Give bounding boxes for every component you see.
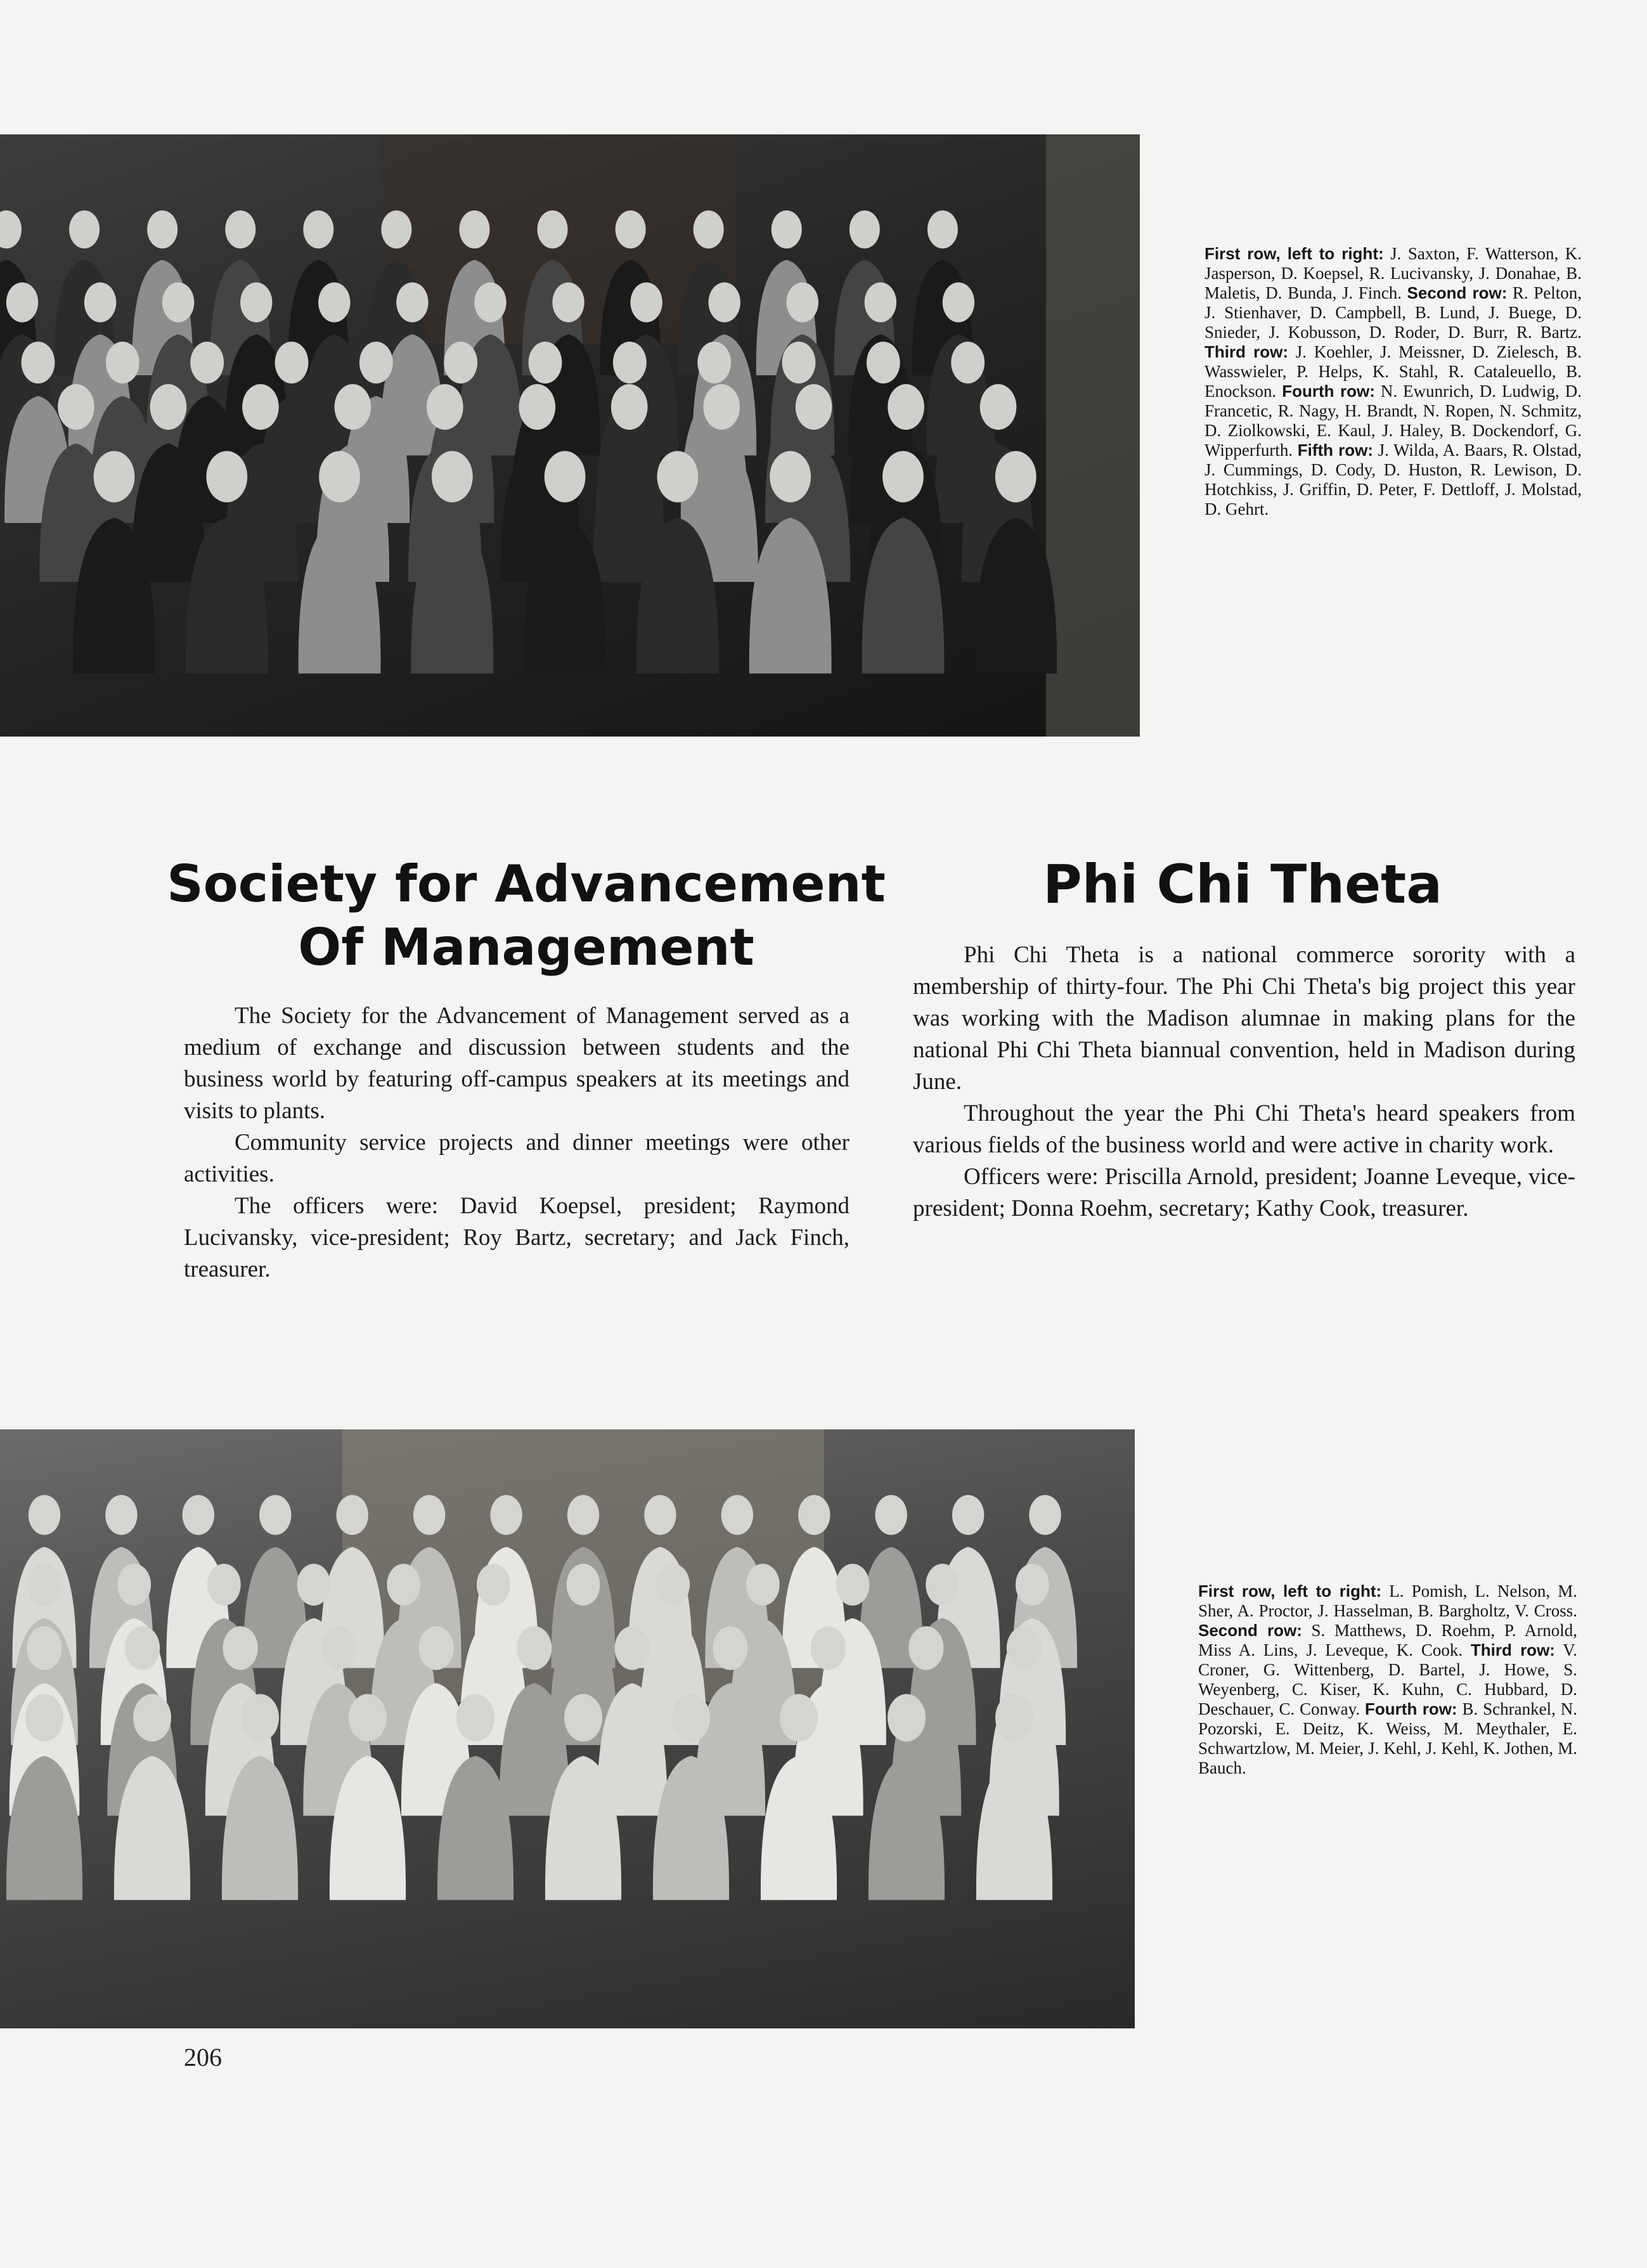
person-face [980,384,1017,430]
person-face [1029,1495,1061,1535]
person-face [713,1627,747,1670]
person-face [943,283,974,323]
person-face [613,342,647,383]
society-title-line1: Society for Advancement [167,854,886,913]
person-face [746,1564,780,1606]
phi-chi-theta-photo-figures [0,1429,1135,2028]
person-face [297,1564,331,1606]
phi-chi-theta-photo-caption [1198,1582,1577,1778]
person-face [117,1564,151,1606]
person-face [133,1694,171,1742]
person-face [321,1627,356,1670]
person-face [190,342,224,383]
caption-row-label: Third row: [1470,1640,1555,1659]
person-face [207,1564,241,1606]
caption-names: V. Croner, G. Wittenberg, D. Bartel, J. Howe, S. Weyenberg, C. Kiser, K. Kuhn, C. Hubbard, D. Deschauer, C. Conway. [1198,1640,1577,1718]
person-face [798,1495,830,1535]
person-face [611,384,648,430]
person-face [183,1495,214,1535]
person-face [456,1694,494,1742]
person-face [349,1694,387,1742]
person-face [772,210,802,248]
person-face [444,342,477,383]
caption-row-label: Fourth row: [1365,1699,1457,1718]
caption-names: R. Pelton, J. Stienhaver, D. Campbell, B. Lund, J. Buege, D. Snieder, J. Kobusson, D. Roder, D. Burr, R. Bartz. [1205,283,1582,342]
person-face [787,283,818,323]
person-face [413,1495,445,1535]
person-face [927,210,958,248]
person-face [552,283,584,323]
person-face [223,1627,257,1670]
person-face [615,1627,650,1670]
society-photo-figures [0,134,1140,737]
phi-chi-theta-title: Phi Chi Theta [1043,853,1442,915]
person-face [459,210,489,248]
person-face [0,210,22,248]
society-paragraph: The officers were: David Koepsel, president; Raymond Lucivansky, vice-president; Roy Bartz, secretary; and Jack Finch, treasurer. [184,1193,849,1282]
person-face [1016,1564,1049,1606]
person-face [782,342,816,383]
person-face [318,283,350,323]
person-face [656,1564,690,1606]
person-face [84,283,116,323]
caption-row-label: Third row: [1205,342,1289,361]
person-face [427,384,463,430]
caption-row-label: First row, left to right: [1205,244,1384,263]
caption-row-label: Second row: [1198,1621,1302,1640]
person-face [888,1694,926,1742]
person-face [780,1694,818,1742]
person-face [69,210,100,248]
caption-names: B. Schrankel, N. Pozorski, E. Deitz, K. Weiss, M. Meythaler, E. Schwartzlow, M. Meier, J. Kehl, J. Kehl, K. Jothen, M. Bauch. [1198,1699,1577,1777]
person-face [381,210,411,248]
person-face [616,210,646,248]
caption-row-label: Second row: [1407,283,1508,302]
person-face [240,283,272,323]
person-face [359,342,393,383]
person-face [242,384,279,430]
person-face [6,283,38,323]
person-face [162,283,194,323]
person-face [888,384,924,430]
caption-names: N. Ewunrich, D. Ludwig, D. Francetic, R. Nagy, H. Brandt, N. Ropen, N. Schmitz, D. Ziolkowski, E. Kaul, J. Haley, B. Dockendorf, G. Wipperfurth. [1205,382,1582,460]
society-article-body [184,1000,849,1285]
person-face [708,283,740,323]
society-title-line2: Of Management [298,918,754,977]
society-paragraph: The Society for the Advancement of Management served as a medium of exchange and discussion between students and the business world by featuring off-campus speakers at its meetings and visits to plants. [184,1003,849,1124]
caption-row-label: Fifth row: [1297,441,1373,460]
phi-chi-theta-group-photo [0,1429,1135,2028]
person-face [657,451,698,503]
person-face [694,210,724,248]
page-number: 206 [184,2043,222,2071]
person-face [811,1627,846,1670]
person-face [952,1495,984,1535]
person-face [529,342,562,383]
caption-names: S. Matthews, D. Roehm, P. Arnold, Miss A. Lins, J. Leveque, K. Cook. [1198,1621,1577,1659]
person-face [58,384,94,430]
person-face [995,451,1037,503]
person-face [474,283,506,323]
person-face [337,1495,368,1535]
person-face [106,342,139,383]
person-face [865,283,896,323]
caption-row-label: First row, left to right: [1198,1582,1382,1601]
person-face [477,1564,510,1606]
society-group-photo [0,134,1140,737]
person-face [25,1694,63,1742]
society-title [152,853,900,979]
person-face [567,1495,599,1535]
phi-chi-theta-paragraph: Phi Chi Theta is a national commerce sorority with a membership of thirty-four. The Phi Chi Theta's big project this year was working with the Madison alumnae in making plans for the national Phi Chi Theta biannual convention, held in Madison during June. [913,942,1575,1095]
person-face [319,451,360,503]
caption-row-label: Fourth row: [1282,382,1375,401]
person-face [926,1564,959,1606]
person-face [1007,1627,1042,1670]
person-face [241,1694,279,1742]
person-face [951,342,985,383]
person-face [672,1694,710,1742]
person-face [147,210,178,248]
person-face [419,1627,454,1670]
person-face [29,1495,60,1535]
caption-names: J. Saxton, F. Watterson, K. Jasperson, D. Koepsel, R. Lucivansky, J. Donahae, B. Maletis, D. Bunda, J. Finch. [1205,244,1582,302]
person-face [490,1495,522,1535]
person-face [519,384,555,430]
person-face [849,210,880,248]
person-face [875,1495,907,1535]
person-face [225,210,255,248]
person-face [836,1564,870,1606]
person-face [206,451,247,503]
person-face [94,451,135,503]
person-face [796,384,832,430]
person-face [303,210,333,248]
phi-chi-theta-paragraph: Officers were: Priscilla Arnold, president; Joanne Leveque, vice-president; Donna Roehm, secretary; Kathy Cook, treasurer. [913,1164,1575,1221]
person-face [396,283,428,323]
person-face [538,210,568,248]
caption-names: J. Wilda, A. Baars, R. Olstad, J. Cummings, D. Cody, D. Huston, R. Lewison, D. Hotchkiss, J. Griffin, D. Peter, F. Dettloff, J. Molstad, D. Gehrt. [1205,441,1582,519]
person-face [995,1694,1033,1742]
person-face [105,1495,137,1535]
phi-chi-theta-paragraph: Throughout the year the Phi Chi Theta's heard speakers from various fields of the business world and were active in charity work. [913,1100,1575,1158]
person-face [22,342,55,383]
person-face [517,1627,552,1670]
person-face [567,1564,600,1606]
person-face [867,342,900,383]
person-face [721,1495,753,1535]
person-face [259,1495,291,1535]
person-face [564,1694,602,1742]
person-face [882,451,924,503]
person-face [908,1627,943,1670]
person-face [644,1495,676,1535]
person-face [770,451,811,503]
caption-names: L. Pomish, L. Nelson, M. Sher, A. Proctor, J. Hasselman, B. Bargholtz, V. Cross. [1198,1582,1577,1620]
person-face [27,1627,61,1670]
person-face [275,342,309,383]
person-face [125,1627,160,1670]
society-paragraph: Community service projects and dinner meetings were other activities. [184,1130,849,1187]
person-face [28,1564,61,1606]
person-face [703,384,740,430]
person-face [630,283,662,323]
person-face [387,1564,420,1606]
caption-names: J. Koehler, J. Meissner, D. Zielesch, B. Wasswieler, P. Helps, K. Stahl, R. Cataleuello, B. Enockson. [1205,342,1582,401]
phi-chi-theta-article-body [913,939,1575,1225]
person-face [432,451,473,503]
person-face [545,451,586,503]
person-face [335,384,371,430]
person-face [150,384,187,430]
society-photo-caption [1205,244,1582,519]
person-face [697,342,731,383]
